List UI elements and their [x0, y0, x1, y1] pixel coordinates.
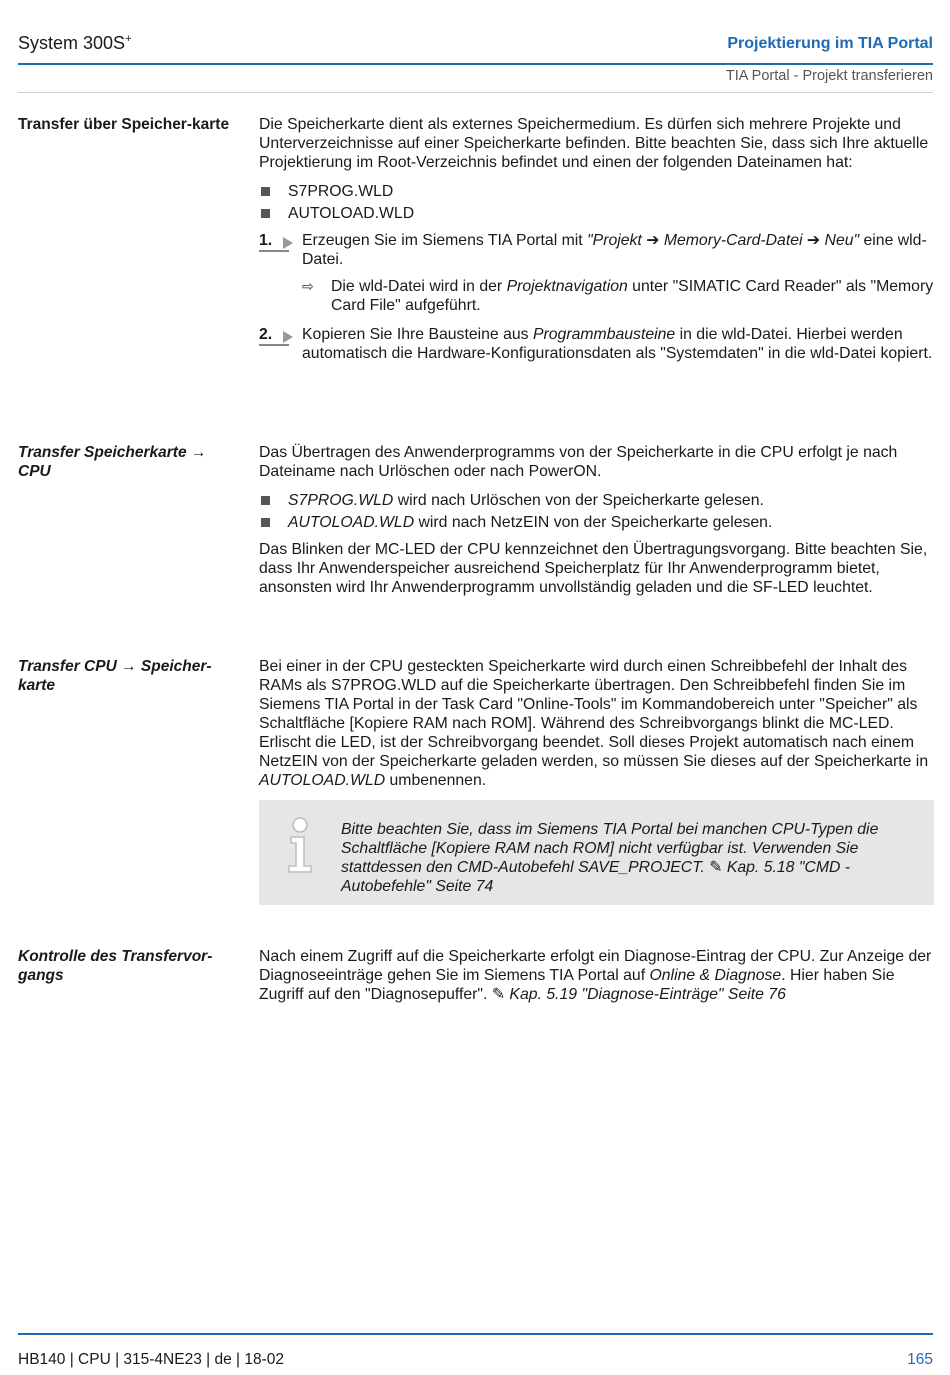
- list-item: S7PROG.WLD: [259, 182, 934, 201]
- list-item: AUTOLOAD.WLD: [259, 204, 934, 223]
- product-name: System 300S+: [18, 33, 132, 53]
- step-underline: [259, 250, 289, 252]
- result-arrow-icon: ⇨: [302, 278, 314, 294]
- paragraph: Bei einer in der CPU gesteckten Speicherkarte wird durch einen Schreibbefehl der Inhalt des RAMs als S7PROG.WLD auf die Speicherkarte übertragen. Den Schreibbefehl finden Sie im Siemens TIA Portal in der Task Card "Online-Tools" im Kommandobereich unter "Speicher" als Schaltfläche [Kopiere RAM nach ROM]. Während des Schreibvorgangs blinkt die MC-LED. Erlischt die LED, ist der Schreibvorgang beendet. Soll dieses Projekt automatisch nach einem NetzEIN von der Speicherkarte geladen werden, so müssen Sie dieses auf der Speicherkarte in AUTOLOAD.WLD umbenennen.: [259, 658, 929, 789]
- step-1: 1. Erzeugen Sie im Siemens TIA Portal mit "Projekt ➔ Memory-Card-Datei ➔ Neu" eine wld-Datei.: [259, 232, 927, 268]
- section-subtitle: TIA Portal - Projekt transferieren: [725, 68, 933, 84]
- intro-paragraph: Das Übertragen des Anwenderprogramms von der Speicherkarte in die CPU erfolgt je nach Dateiname nach Urlöschen oder nach PowerON.: [259, 444, 898, 480]
- chapter-title: Projektierung im TIA Portal: [727, 35, 933, 52]
- cross-reference-link[interactable]: ✎ Kap. 5.19 "Diagnose-Einträge" Seite 76: [491, 986, 786, 1003]
- step-number: 2.: [259, 325, 295, 343]
- side-title: Transfer Speicherkarte → CPU: [18, 444, 207, 480]
- intro-paragraph: Die Speicherkarte dient als externes Speichermedium. Es dürfen sich mehrere Projekte und Unterverzeichnisse auf einer Speicherkarte befinden. Bitte beachten Sie, dass sich Ihre aktuelle Projektierung im Root-Verzeichnis befindet und einen der folgenden Dateinamen hat:: [259, 116, 929, 171]
- footer-divider: [18, 1333, 933, 1335]
- paragraph: Das Blinken der MC-LED der CPU kennzeichnet den Übertragungsvorgang. Bitte beachten Sie, dass Ihr Anwenderspeicher ausreichend Speicherplatz für Ihr Anwenderprogramm bietet, ansonsten wird Ihr Anwenderprogramm unvollständig geladen und die SF-LED leuchtet.: [259, 541, 928, 596]
- step-result: ⇨ Die wld-Datei wird in der Projektnavigation unter "SIMATIC Card Reader" als "Memory Card File" aufgeführt.: [302, 278, 934, 314]
- step-underline: [259, 344, 289, 346]
- info-icon: [283, 816, 317, 874]
- document-id: HB140 | CPU | 315-4NE23 | de | 18-02: [18, 1351, 284, 1368]
- info-note: [259, 800, 934, 905]
- header-divider: [18, 63, 933, 65]
- page-number: 165: [907, 1351, 933, 1368]
- section-body: [259, 947, 934, 1014]
- side-title: Transfer über Speicher-karte: [18, 116, 230, 133]
- file-list: [259, 491, 934, 532]
- section-body: [259, 657, 934, 800]
- list-item: S7PROG.WLD wird nach Urlöschen von der Speicherkarte gelesen.: [259, 491, 934, 510]
- subheader-divider: [18, 92, 933, 93]
- section-body: [259, 115, 934, 371]
- side-title: Transfer CPU → Speicher-karte: [18, 658, 212, 694]
- menu-path: "Projekt ➔ Memory-Card-Datei ➔ Neu": [587, 232, 860, 249]
- list-item: AUTOLOAD.WLD wird nach NetzEIN von der Speicherkarte gelesen.: [259, 513, 934, 532]
- step-arrow-icon: [283, 237, 293, 249]
- section-body: [259, 443, 934, 607]
- side-title: Kontrolle des Transfervor-gangs: [18, 948, 213, 984]
- note-text: Bitte beachten Sie, dass im Siemens TIA Portal bei manchen CPU-Typen die Schaltfläche [Kopiere RAM nach ROM] nicht verfügbar ist. Verwenden Sie stattdessen den CMD-Autobefehl SAVE_PROJECT. ✎ Kap. 5.18 "CMD - Autobefehle" Seite 74: [341, 821, 879, 895]
- step-number: 1.: [259, 231, 295, 249]
- step-2: 2. Kopieren Sie Ihre Bausteine aus Programmbausteine in die wld-Datei. Hierbei werden automatisch die Hardware-Konfigurationsdaten als "Systemdaten" in die wld-Datei kopiert.: [259, 326, 933, 362]
- paragraph: Nach einem Zugriff auf die Speicherkarte erfolgt ein Diagnose-Eintrag der CPU. Zur Anzeige der Diagnoseeinträge gehen Sie im Siemens TIA Portal auf Online & Diagnose. Hier haben Sie Zugriff auf den "Diagnosepuffer". ✎ Kap. 5.19 "Diagnose-Einträge" Seite 76: [259, 948, 932, 1003]
- manual-page: [18, 0, 933, 1375]
- step-arrow-icon: [283, 331, 293, 343]
- file-list: [259, 182, 934, 223]
